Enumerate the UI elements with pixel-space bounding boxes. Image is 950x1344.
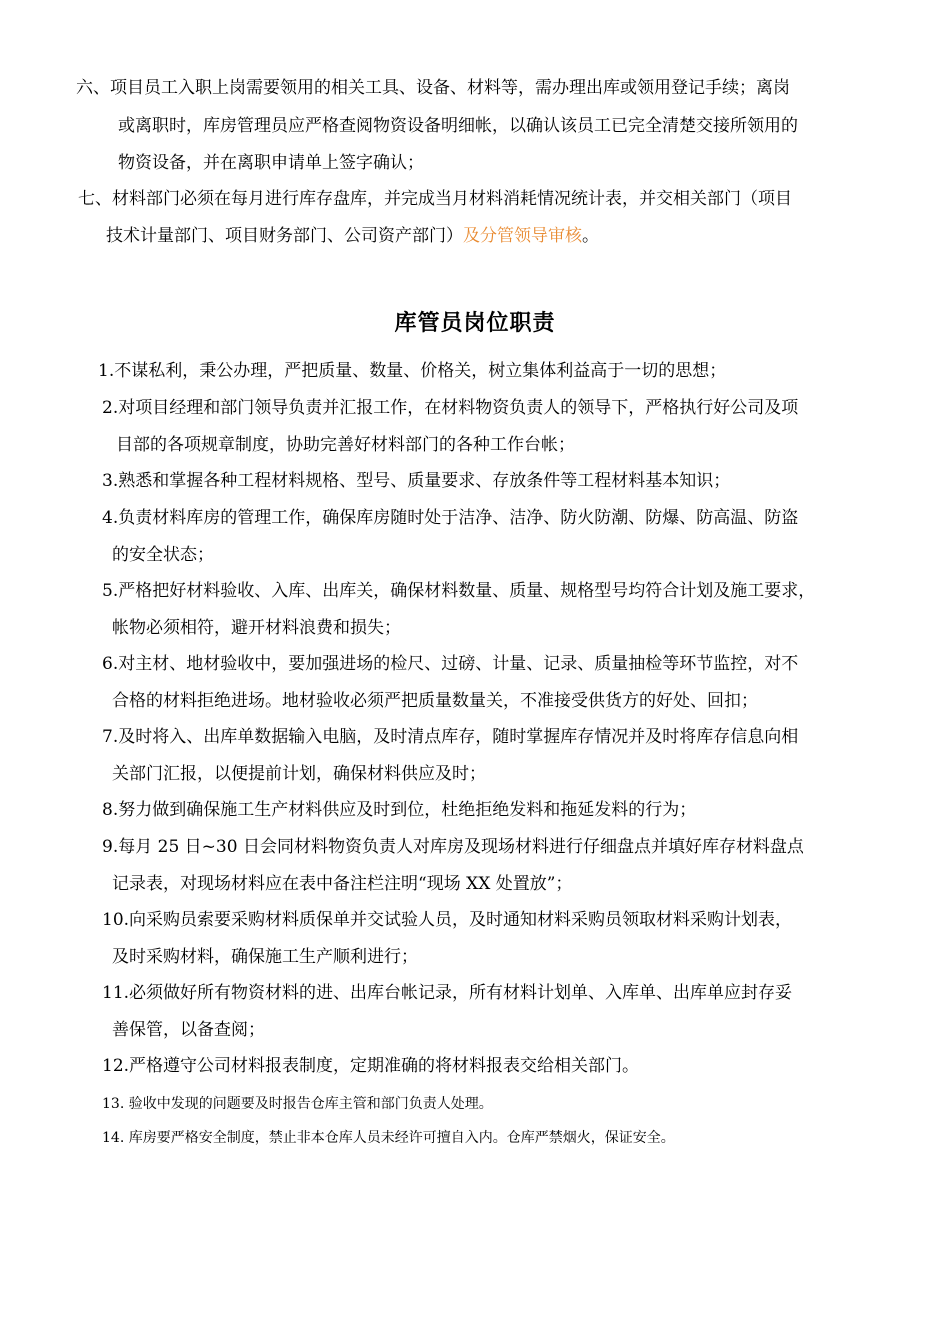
duty-5-line2: 帐物必须相符，避开材料浪费和损失；	[112, 618, 401, 638]
duty-7-line2: 关部门汇报，以便提前计划，确保材料供应及时；	[112, 764, 486, 784]
section-title: 库管员岗位职责	[394, 311, 556, 336]
duty-5-line1: 5.严格把好材料验收、入库、出库关，确保材料数量、质量、规格型号均符合计划及施工要求，	[102, 581, 816, 601]
duty-12: 12.严格遵守公司材料报表制度，定期准确的将材料报表交给相关部门。	[102, 1056, 640, 1076]
item7-line2-highlight: 及分管领导审核	[463, 226, 582, 246]
item6-line3: 物资设备，并在离职申请单上签字确认；	[118, 153, 424, 173]
duty-13: 13. 验收中发现的问题要及时报告仓库主管和部门负责人处理。	[102, 1096, 493, 1112]
duty-11-line2: 善保管，以备查阅；	[112, 1020, 265, 1040]
item7-line1: 七、材料部门必须在每月进行库存盘库，并完成当月材料消耗情况统计表，并交相关部门（项目	[78, 189, 792, 209]
duty-4-line2: 的安全状态；	[112, 545, 214, 565]
duty-10-line2: 及时采购材料，确保施工生产顺利进行；	[112, 947, 418, 967]
duty-6-line2: 合格的材料拒绝进场。地材验收必须严把质量数量关，不准接受供货方的好处、回扣；	[112, 691, 758, 711]
duty-1: 1.不谋私利，秉公办理，严把质量、数量、价格关，树立集体利益高于一切的思想；	[98, 361, 727, 381]
duty-9-line2: 记录表，对现场材料应在表中备注栏注明“现场 XX 处置放”；	[112, 874, 573, 894]
duty-10-line1: 10.向采购员索要采购材料质保单并交试验人员，及时通知材料采购员领取材料采购计划表，	[102, 910, 793, 930]
duty-2-line2: 目部的各项规章制度，协助完善好材料部门的各种工作台帐；	[116, 435, 575, 455]
duty-2-line1: 2.对项目经理和部门领导负责并汇报工作，在材料物资负责人的领导下，严格执行好公司及项	[102, 398, 799, 418]
duty-14: 14. 库房要严格安全制度，禁止非本仓库人员未经许可擅自入内。仓库严禁烟火，保证安全。	[102, 1130, 675, 1146]
duty-3: 3.熟悉和掌握各种工程材料规格、型号、质量要求、存放条件等工程材料基本知识；	[102, 471, 731, 491]
item6-line2: 或离职时，库房管理员应严格查阅物资设备明细帐，以确认该员工已完全清楚交接所领用的	[118, 116, 798, 136]
duty-6-line1: 6.对主材、地材验收中，要加强进场的检尺、过磅、计量、记录、质量抽检等环节监控，对不	[102, 654, 799, 674]
duty-11-line1: 11.必须做好所有物资材料的进、出库台帐记录，所有材料计划单、入库单、出库单应封存妥	[102, 983, 793, 1003]
item7-line2-end: 。	[582, 226, 599, 246]
duty-4-line1: 4.负责材料库房的管理工作，确保库房随时处于洁净、洁净、防火防潮、防爆、防高温、防盗	[102, 508, 799, 528]
duty-8: 8.努力做到确保施工生产材料供应及时到位，杜绝拒绝发料和拖延发料的行为；	[102, 800, 697, 820]
item7-line2	[106, 224, 599, 248]
duty-7-line1: 7.及时将入、出库单数据输入电脑，及时清点库存，随时掌握库存情况并及时将库存信息向相	[102, 727, 799, 747]
item7-line2-main: 技术计量部门、项目财务部门、公司资产部门）	[106, 226, 463, 246]
item6-line1: 六、项目员工入职上岗需要领用的相关工具、设备、材料等，需办理出库或领用登记手续；离岗	[76, 78, 790, 98]
duty-9-line1: 9.每月 25 日~30 日会同材料物资负责人对库房及现场材料进行仔细盘点并填好库存材料盘点	[102, 837, 804, 857]
